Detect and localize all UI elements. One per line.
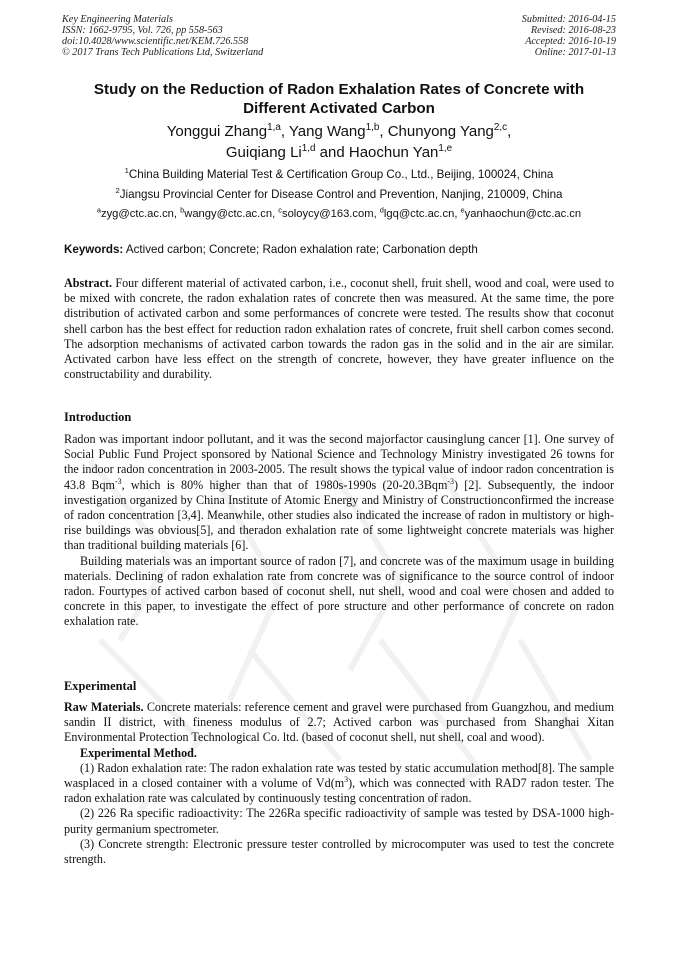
- author-name: Haochun Yan: [348, 144, 439, 161]
- publication-dates: [522, 14, 616, 58]
- section-heading-experimental: Experimental: [64, 679, 137, 693]
- author-sup: 2,c: [493, 122, 508, 133]
- experimental-method-label: Experimental Method.: [80, 745, 197, 760]
- email-list: $^a$zyg@ctc.ac.cn, $^b$wangy@ctc.ac.cn, $^c$soloycy@163.com, $^d$lgq@ctc.ac.cn, $^e$yanhaochun@ctc.ac.cn: [96, 205, 582, 220]
- journal-issn: ISSN: 1662-9795, Vol. 726, pp 558-563: [62, 25, 223, 36]
- author-name: Chunyong Yang: [387, 123, 494, 140]
- author-name: Guiqiang Li: [225, 144, 302, 161]
- journal-doi: doi:10.4028/www.scientific.net/KEM.726.558: [62, 36, 249, 47]
- method-item-2: (2) 226 Ra specific radioactivity: The 226Ra specific radioactivity of sample was tested by DSA-1000 high-purity germanium spectrometer.: [64, 806, 614, 836]
- author-name: Yonggui Zhang: [166, 123, 268, 140]
- intro-paragraph-1: Radon was important indoor pollutant, and it was the second majorfactor causinglung cancer [1]. One survey of Social Public Fund Project sponsored by National Science and Technology Ministry investigated 26 towns for the indoor radon concentration in 2003-2005. The result shows the typical value of indoor radon concentration is 43.8 Bqm$^{-3}$, which is 80% higher than that of 1980s-1990s (20-20.3Bqm$^{-3}$) [2]. Subsequently, the indoor investigation organized by China Institute of Atomic Energy and Ministry of Constructionconfirmed the increase of radon concentration [3,4]. Meanwhile, other studies also indicated the increase of radon in multistory or high-rise buildings was obvious[5], and theradon exhalation rate of some lightweight concrete materials was higher than traditional building materials [6].: [64, 432, 614, 553]
- experimental-body: [64, 700, 614, 867]
- authors-line-1: Yonggui Zhang$^{1,a}$, Yang Wang$^{1,b}$, Chunyong Yang$^{2,c}$,: [166, 122, 512, 140]
- section-heading-introduction: Introduction: [64, 410, 132, 424]
- date-accepted: Accepted: 2016-10-19: [525, 36, 616, 47]
- email-link[interactable]: zyg@ctc.ac.cn: [100, 208, 174, 220]
- title-line-2: Different Activated Carbon: [243, 100, 435, 117]
- author-sup: 1,b: [365, 122, 380, 133]
- authors-line-2: Guiqiang Li$^{1,d}$ and Haochun Yan$^{1,e}$: [225, 143, 453, 161]
- journal-copyright: © 2017 Trans Tech Publications Ltd, Switzerland: [62, 47, 264, 58]
- journal-info: [62, 14, 263, 58]
- author-name: Yang Wang: [288, 123, 366, 140]
- affiliation-1: $^1$China Building Material Test & Certification Group Co., Ltd., Beijing, 100024, China: [124, 166, 554, 181]
- method-item-1: (1) Radon exhalation rate: The radon exhalation rate was tested by static accumulation method[8]. The sample wasplaced in a closed container with a volume of $Vd(m^3)$, which was connected with RAD7 radon tester. The radon exhalation rate was calculated by continuously testing concentration of radon.: [64, 760, 614, 806]
- date-submitted: Submitted: 2016-04-15: [521, 14, 616, 25]
- keywords-text: Actived carbon; Concrete; Radon exhalation rate; Carbonation depth: [125, 243, 478, 256]
- title-line-1: Study on the Reduction of Radon Exhalation Rates of Concrete with: [93, 81, 585, 98]
- date-online: Online: 2017-01-13: [534, 47, 616, 58]
- date-revised: Revised: 2016-08-23: [530, 25, 616, 36]
- paper-title: [40, 80, 638, 118]
- raw-materials-label: Raw Materials.: [64, 700, 144, 714]
- email-link[interactable]: wangy@ctc.ac.cn: [184, 208, 273, 220]
- abstract-text: Four different material of activated carbon, i.e., coconut shell, fruit shell, wood and coal, were used to be mixed with concrete, the radon exhalation rates of concrete then was measured. At the same time, the pore distribution of activated carbon and some performances of concrete were tested. The results show that coconut shell carbon has the best effect for reduction radon exhalation rates of concrete, fruit shell carbon comes second. The adsorption mechanisms of activated carbon towards the radon gas in the solid and in the air are similar. Activated carbon have less effect on the strength of concrete, however, they have greater influence on the constructability and durability.: [64, 276, 614, 382]
- affiliation-2: $^2$Jiangsu Provincial Center for Disease Control and Prevention, Nanjing, 210009, China: [115, 186, 563, 201]
- method-item-3: (3) Concrete strength: Electronic pressure tester controlled by microcomputer was used to test the concrete strength.: [64, 836, 614, 867]
- introduction-body: [64, 432, 614, 630]
- raw-materials-paragraph: Raw Materials. Concrete materials: reference cement and gravel were purchased from Guangzhou, and medium sandin II district, with fineness modulus of 2.7; Actived carbon was purchased from Shanghai Xitan Environmental Protection Technological Co. ltd. (based of coconut shell, nut shell, coal and wood).: [64, 700, 614, 745]
- abstract: [64, 276, 614, 382]
- keywords-line: [64, 243, 616, 257]
- author-sup: 1,d: [301, 143, 316, 154]
- email-link[interactable]: lgq@ctc.ac.cn: [383, 208, 455, 220]
- abstract-label: Abstract.: [64, 276, 113, 290]
- journal-name: Key Engineering Materials: [62, 14, 173, 25]
- keywords-label: Keywords:: [64, 243, 124, 256]
- email-link[interactable]: yanhaochun@ctc.ac.cn: [464, 208, 582, 220]
- author-sup: 1,e: [438, 143, 453, 154]
- intro-paragraph-2: Building materials was an important source of radon [7], and concrete was of the maximum usage in building materials. Declining of radon exhalation rate from concrete was of significance to the source control of indoor radon. Fourtypes of actived carbon based of coconut shell, nut shell, wood and coal were chosen and added to concrete in this paper, to investigate the effect of pore structure and other performance of concrete on radon exhalation rate.: [64, 553, 614, 629]
- author-list: [40, 121, 638, 163]
- author-sup: 1,a: [267, 122, 281, 133]
- email-link[interactable]: soloycy@163.com: [281, 208, 374, 220]
